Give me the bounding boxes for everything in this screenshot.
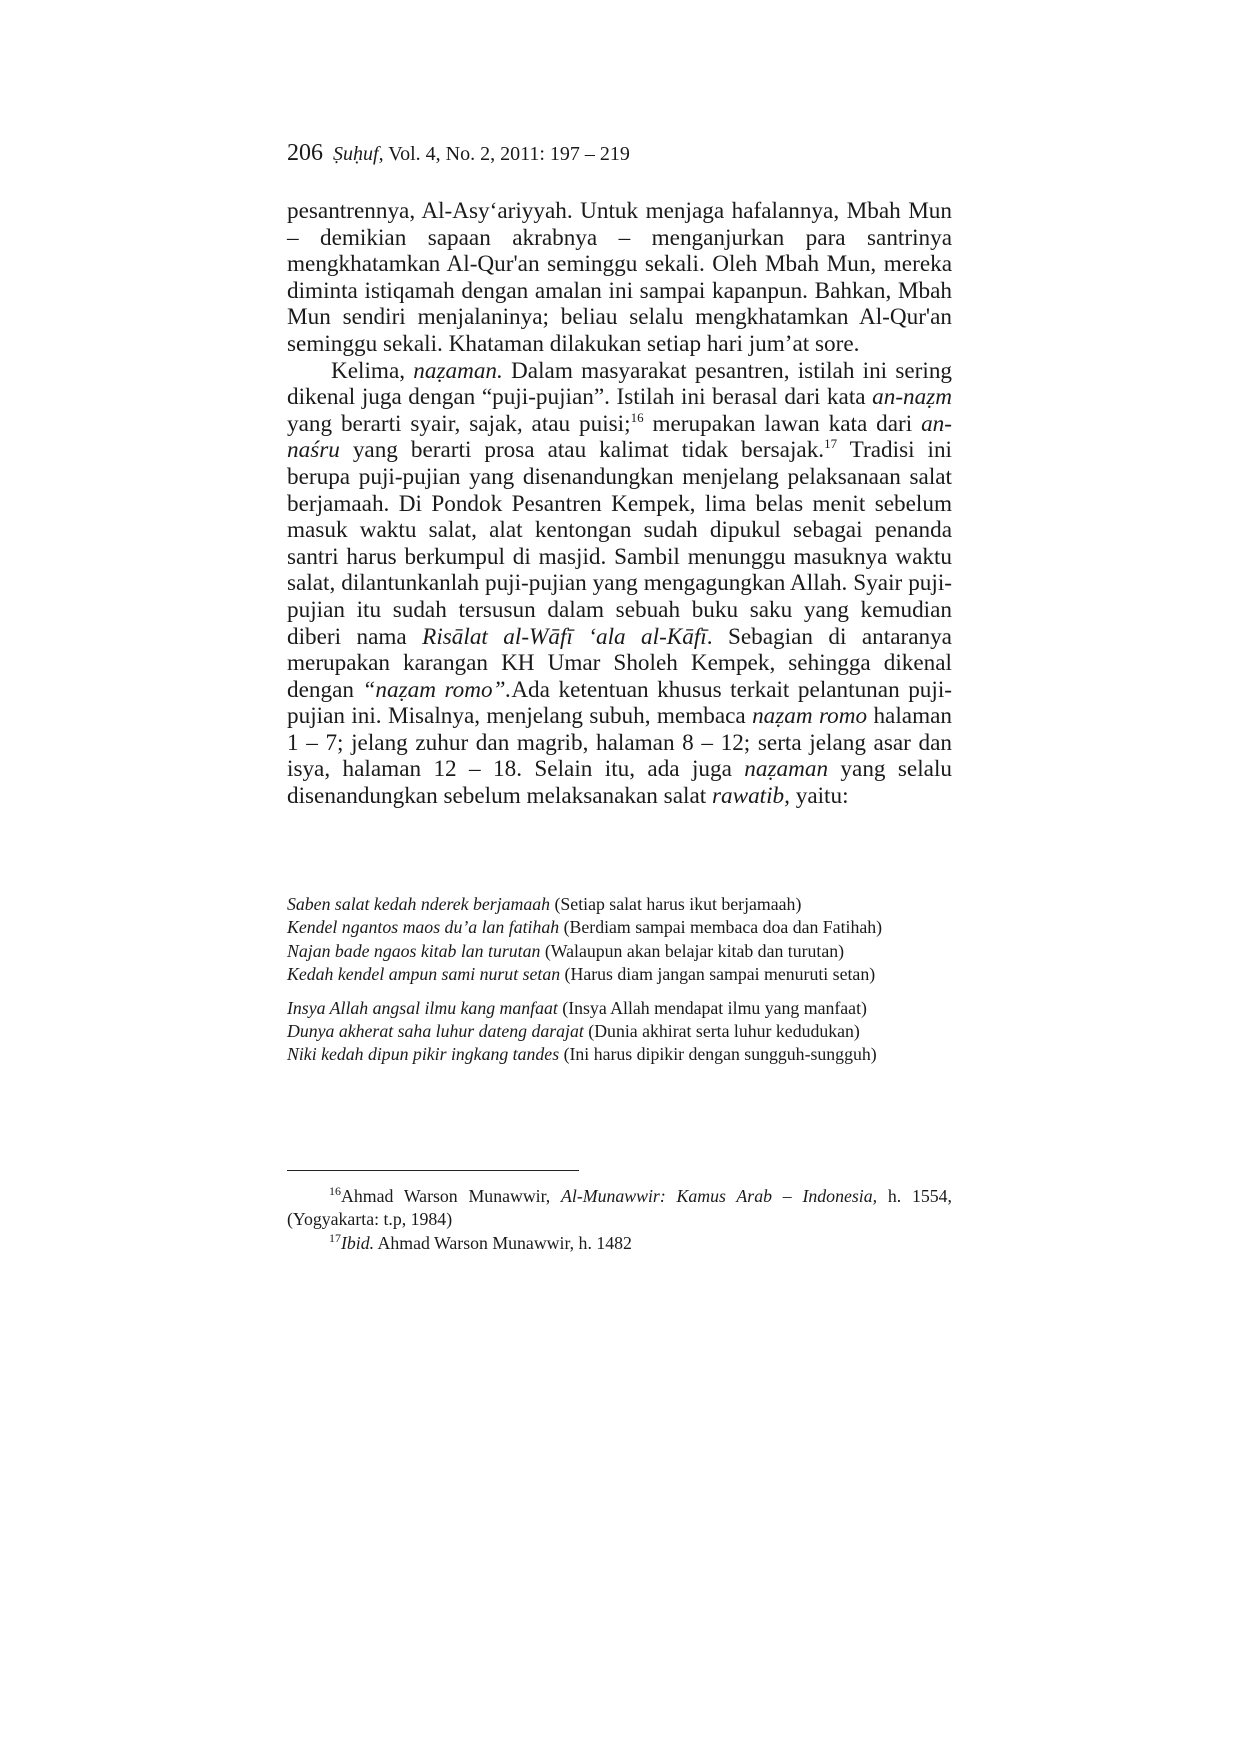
page-number: 206	[287, 140, 323, 166]
poem-translation: (Harus diam jangan sampai menuruti setan)	[560, 964, 876, 985]
poem-javanese: Kendel ngantos maos du’a lan fatihah	[287, 917, 560, 938]
poem-javanese: Insya Allah angsal ilmu kang manfaat	[287, 997, 558, 1018]
poem-line	[287, 916, 952, 939]
footnote-16	[287, 1185, 952, 1232]
poem-translation: (Dunia akhirat serta luhur kedudukan)	[583, 1021, 860, 1042]
footnote-ref-17[interactable]: 17	[824, 436, 838, 452]
footnote-separator	[287, 1170, 579, 1171]
italic-term: naẓam romo	[752, 703, 868, 730]
journal-name: Ṣuḥuf	[333, 143, 379, 165]
text-run: Ada ketentuan khusus terkait pelantunan puji-pujian ini. Misalnya, menjelang subuh, membaca	[287, 676, 953, 730]
italic-term: an-naẓm	[872, 384, 952, 411]
running-header	[287, 140, 630, 167]
poem-javanese: Saben salat kedah nderek berjamaah	[287, 894, 551, 914]
italic-term: an-naśru	[287, 410, 952, 464]
footnote-author: Ahmad Warson Munawwir,	[341, 1186, 562, 1206]
italic-term: “naẓam romo”.	[362, 676, 512, 703]
poem-javanese: Najan bade ngaos kitab lan turutan	[287, 940, 541, 961]
poem-translation: (Walaupun akan belajar kitab dan turutan)	[540, 940, 845, 961]
poem-javanese: Kedah kendel ampun sami nurut setan	[287, 964, 561, 985]
paragraph-nazaman	[287, 358, 952, 810]
main-text	[287, 198, 952, 810]
text-run: yang selalu disenandungkan sebelum melaksanakan salat	[287, 756, 952, 810]
text-run: Tradisi ini berupa puji-pujian yang disenandungkan menjelang pelaksanaan salat berjamaah. Di Pondok Pesantren Kempek, lima belas menit sebelum masuk waktu salat, alat kentongan sudah dipukul sebagai penanda santri harus berkumpul di masjid. Sambil menunggu masuknya waktu salat, dilantunkanlah puji-pujian yang mengagungkan Allah. Syair puji-pujian itu sudah tersusun dalam sebuah buku saku yang kemudian diberi nama	[287, 437, 952, 650]
poem-line	[287, 1043, 952, 1066]
footnote-number: 16	[329, 1184, 341, 1198]
italic-term: rawatib,	[711, 783, 790, 810]
poem-translation: (Berdiam sampai membaca doa dan Fatihah)	[559, 917, 883, 938]
poem-line	[287, 997, 952, 1020]
text-run: yaitu:	[789, 783, 849, 810]
text-run: merupakan lawan kata dari	[643, 410, 922, 437]
footnote-ibid: Ibid.	[341, 1232, 375, 1253]
text-run: . Sebagian di antaranya merupakan karangan KH Umar Sholeh Kempek, sehingga dikenal dengan	[287, 623, 952, 703]
text-run: yang berarti syair, sajak, atau puisi;	[287, 410, 631, 437]
journal-citation: , Vol. 4, No. 2, 2011: 197 – 219	[378, 143, 630, 165]
footnote-17	[287, 1232, 952, 1255]
footnote-ref-16[interactable]: 16	[630, 409, 644, 425]
italic-book-title: Risālat al-Wāfī ‘ala al-Kāfī	[422, 623, 707, 650]
poem-line	[287, 940, 952, 963]
italic-term: naẓaman.	[413, 357, 503, 384]
poem-translation: (Insya Allah mendapat ilmu yang manfaat)	[557, 997, 867, 1018]
poem-javanese: Niki kedah dipun pikir ingkang tandes	[287, 1044, 560, 1065]
italic-term: naẓaman	[744, 756, 829, 783]
text-run: halaman 1 – 7; jelang zuhur dan magrib, halaman 8 – 12; serta jelang asar dan isya, halaman 12 – 18. Selain itu, ada juga	[287, 703, 952, 783]
footnotes	[287, 1185, 952, 1255]
paragraph-continued: pesantrennya, Al-Asy‘ariyyah. Untuk menjaga hafalannya, Mbah Mun – demikian sapaan akrabnya – menganjurkan para santrinya mengkhatamkan Al-Qur'an seminggu sekali. Oleh Mbah Mun, mereka diminta istiqamah dengan amalan ini sampai kapanpun. Bahkan, Mbah Mun sendiri menjalaninya; beliau selalu mengkhatamkan Al-Qur'an seminggu sekali. Khataman dilakukan setiap hari jum’at sore.	[287, 198, 952, 357]
stanza-gap	[287, 987, 952, 997]
poem-javanese: Dunya akherat saha luhur dateng darajat	[287, 1021, 584, 1042]
footnote-title: Al-Munawwir: Kamus Arab – Indonesia,	[561, 1186, 878, 1206]
poem-translation: (Ini harus dipikir dengan sungguh-sungguh)	[559, 1044, 877, 1065]
text-run: yang berarti prosa atau kalimat tidak bersajak.	[339, 437, 825, 464]
poem-line	[287, 893, 952, 916]
poem-line	[287, 1020, 952, 1043]
text-run: Dalam masyarakat pesantren, istilah ini sering dikenal juga dengan “puji-pujian”. Istilah ini berasal dari kata	[287, 357, 953, 411]
footnote-details: Ahmad Warson Munawwir, h. 1482	[374, 1232, 632, 1253]
footnote-details: h. 1554, (Yogyakarta: t.p, 1984)	[287, 1186, 952, 1230]
footnote-number: 17	[329, 1230, 341, 1245]
poem-line	[287, 963, 952, 986]
text-run: Kelima,	[331, 357, 414, 384]
poem-translation: (Setiap salat harus ikut berjamaah)	[550, 894, 802, 914]
nazaman-poem	[287, 893, 952, 1067]
